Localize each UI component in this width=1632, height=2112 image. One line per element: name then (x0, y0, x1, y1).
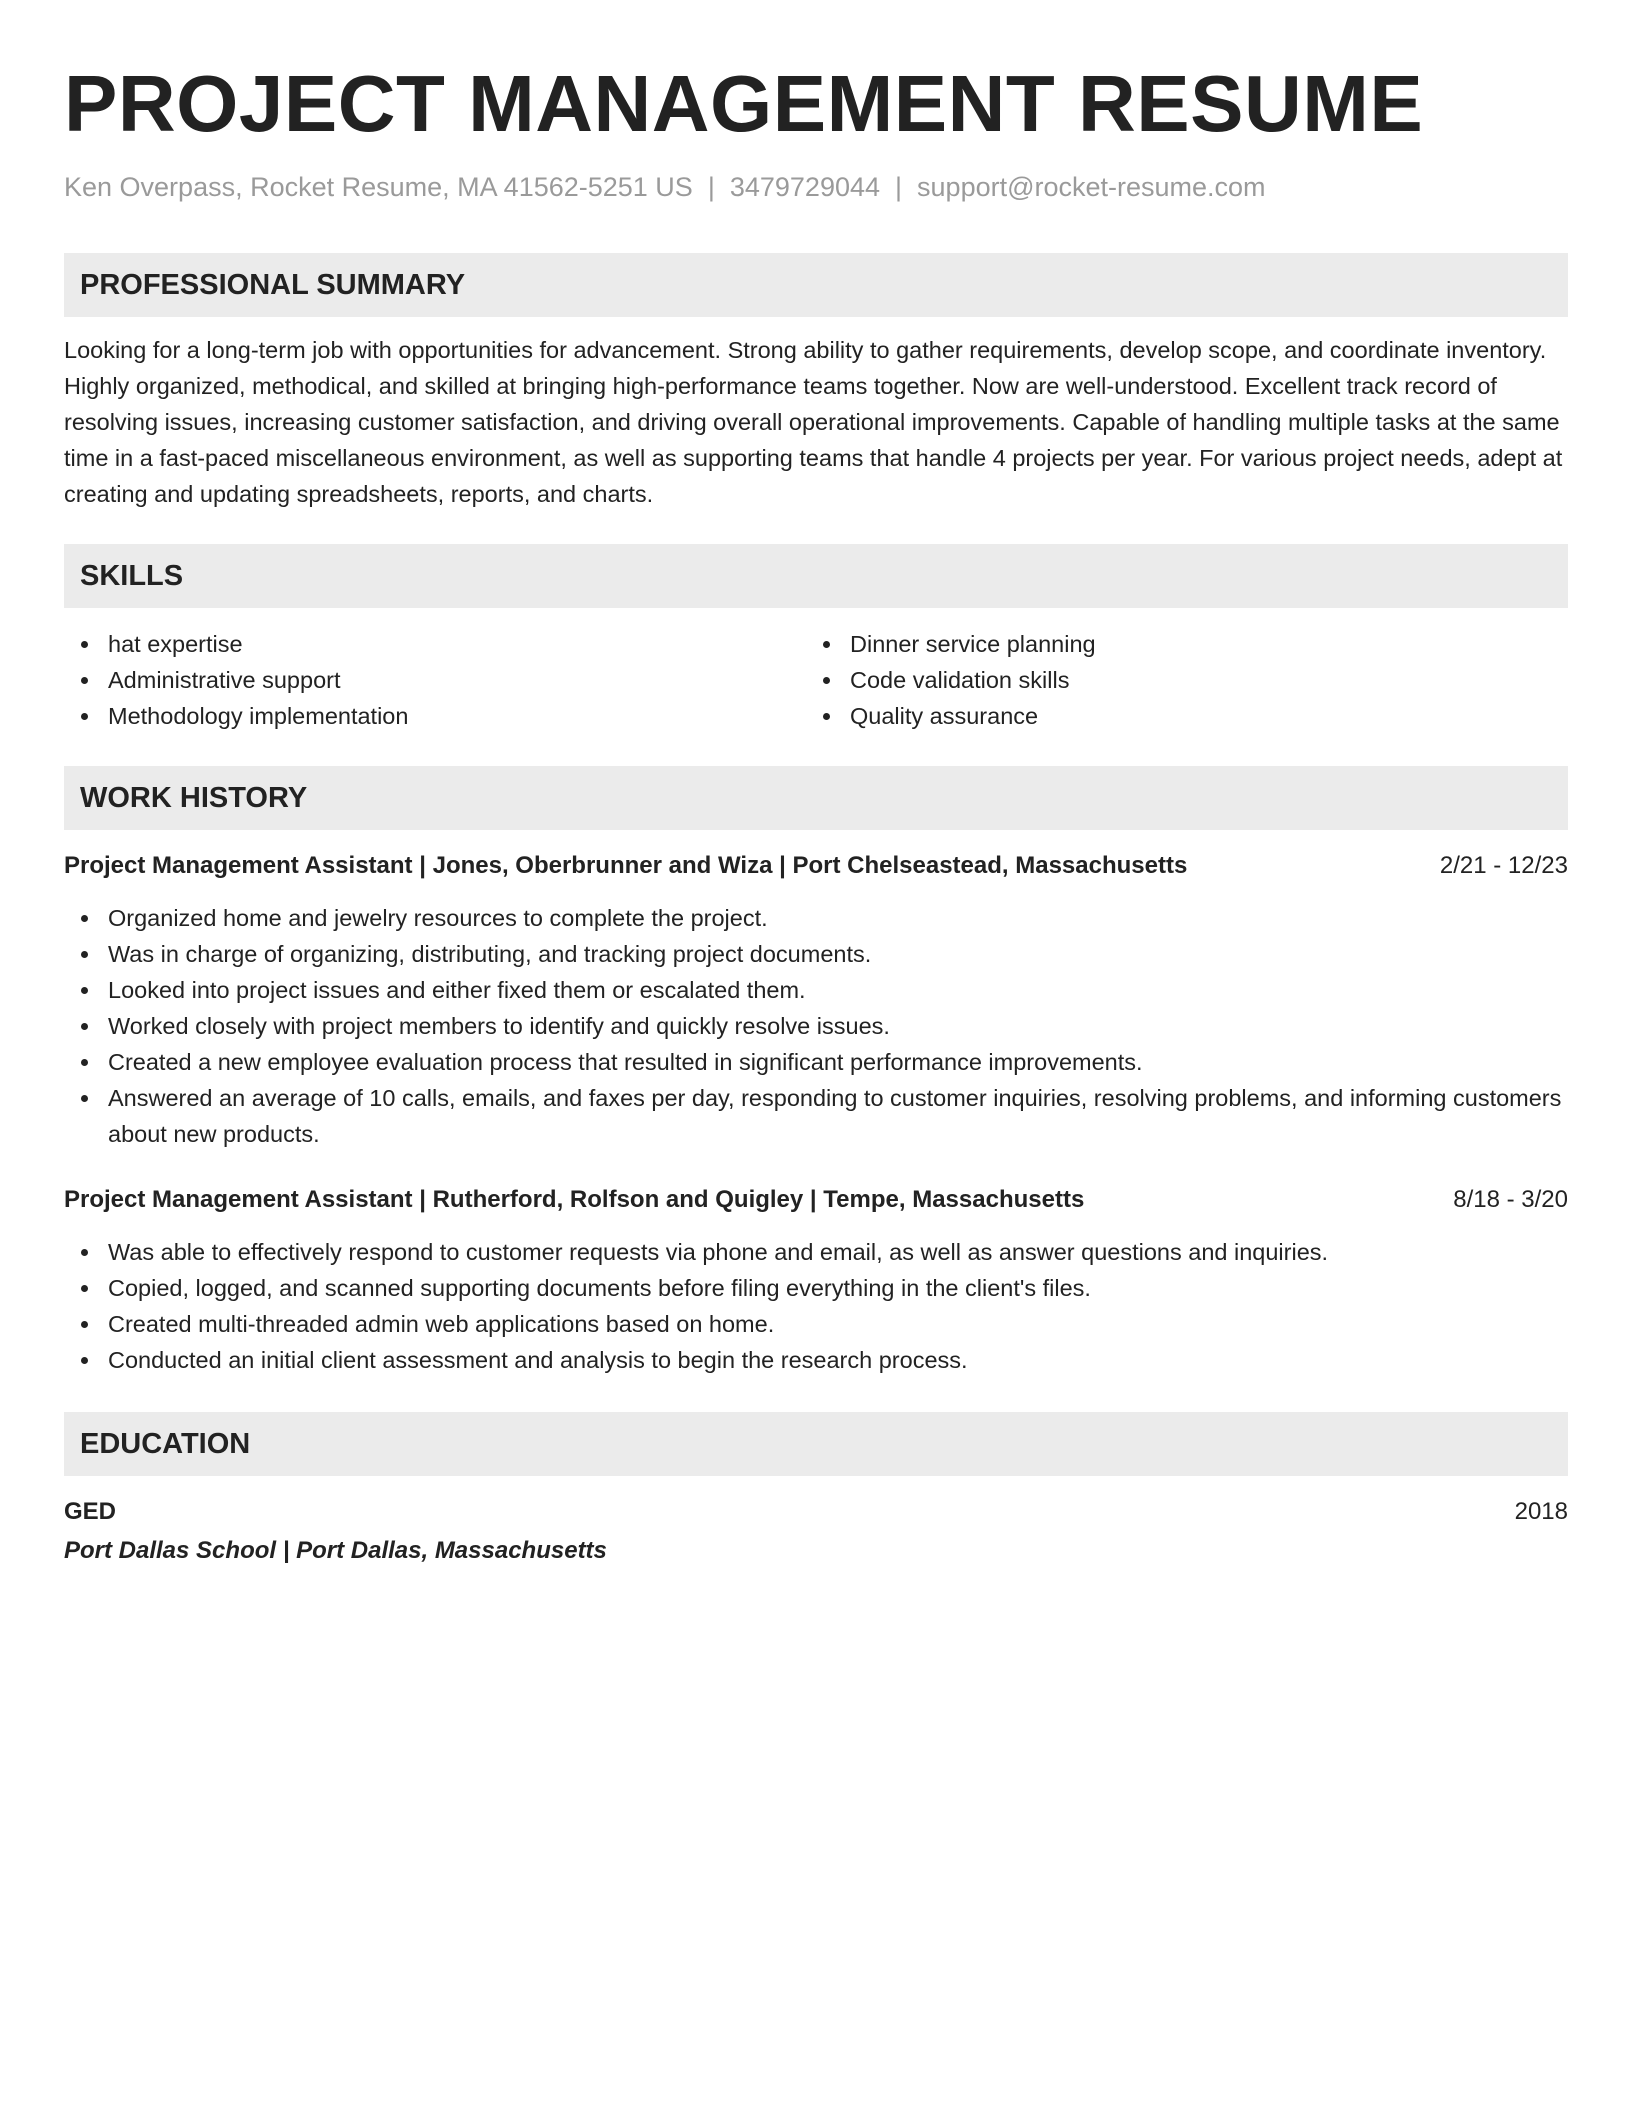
job-header (64, 848, 1568, 884)
section-header-summary: PROFESSIONAL SUMMARY (64, 253, 1568, 317)
job-dates: 8/18 - 3/20 (1453, 1186, 1568, 1213)
job-entry (64, 848, 1568, 1152)
education-entry (64, 1494, 1568, 1568)
contact-separator: | (895, 172, 903, 202)
bullet-dot (823, 677, 830, 684)
job-bullet-text: Created a new employee evaluation process that resulted in significant performance improvements. (108, 1049, 1143, 1075)
job-bullet (64, 1270, 1568, 1306)
skill-label: hat expertise (108, 631, 243, 657)
bullet-dot (81, 951, 88, 958)
job-bullet-text: Looked into project issues and either fixed them or escalated them. (108, 977, 806, 1003)
bullet-dot (81, 987, 88, 994)
job-dates: 2/21 - 12/23 (1439, 852, 1568, 879)
bullet-dot (81, 915, 88, 922)
skill-label: Administrative support (108, 667, 341, 693)
job-bullet (64, 1342, 1568, 1378)
job-entry (64, 1182, 1568, 1378)
contact-line (64, 170, 1568, 204)
skill-label: Methodology implementation (108, 703, 409, 729)
education-school: Port Dallas School | Port Dallas, Massachusetts (64, 1537, 607, 1564)
job-bullet-text: Copied, logged, and scanned supporting documents before filing everything in the client's files. (108, 1275, 1091, 1301)
skill-label: Code validation skills (850, 667, 1070, 693)
job-bullet (64, 972, 1568, 1008)
education-year: 2018 (1514, 1498, 1568, 1525)
job-title: Project Management Assistant | Rutherford, Rolfson and Quigley | Tempe, Massachusetts (64, 1186, 1085, 1213)
job-title: Project Management Assistant | Jones, Oberbrunner and Wiza | Port Chelseastead, Massachusetts (64, 852, 1188, 879)
job-bullet (64, 936, 1568, 972)
skills-column-right (806, 626, 1568, 734)
job-bullet (64, 1306, 1568, 1342)
skill-item (806, 626, 1568, 662)
job-bullet-text: Was in charge of organizing, distributing, and tracking project documents. (108, 941, 872, 967)
skill-item (64, 698, 806, 734)
bullet-dot (823, 641, 830, 648)
skill-item (64, 662, 806, 698)
bullet-dot (81, 1059, 88, 1066)
job-bullets (64, 1234, 1568, 1378)
skills-list (64, 626, 1568, 734)
job-bullet (64, 1234, 1568, 1270)
bullet-dot (81, 677, 88, 684)
job-header (64, 1182, 1568, 1218)
job-bullet-text: Organized home and jewelry resources to complete the project. (108, 905, 768, 931)
bullet-dot (823, 713, 830, 720)
job-bullets (64, 900, 1568, 1152)
job-bullet (64, 1008, 1568, 1044)
contact-separator: | (707, 172, 715, 202)
job-bullet-text: Created multi-threaded admin web applications based on home. (108, 1311, 775, 1337)
job-bullet (64, 1044, 1568, 1080)
education-degree: GED (64, 1498, 117, 1525)
bullet-dot (81, 1357, 88, 1364)
contact-phone: 3479729044 (729, 172, 881, 202)
job-bullet (64, 900, 1568, 936)
bullet-dot (81, 713, 88, 720)
bullet-dot (81, 1095, 88, 1102)
job-bullet-text: Was able to effectively respond to customer requests via phone and email, as well as answer questions and inquiries. (108, 1239, 1329, 1265)
contact-email: support@rocket-resume.com (917, 172, 1266, 202)
job-bullet (64, 1080, 1568, 1152)
skill-item (806, 662, 1568, 698)
section-header-education: EDUCATION (64, 1412, 1568, 1476)
job-bullet-text: Answered an average of 10 calls, emails, and faxes per day, responding to customer inquiries, resolving problems, and informing customers about new products. (108, 1085, 1562, 1147)
bullet-dot (81, 641, 88, 648)
resume-title: PROJECT MANAGEMENT RESUME (64, 59, 1424, 148)
skill-label: Quality assurance (850, 703, 1039, 729)
contact-address: Ken Overpass, Rocket Resume, MA 41562-5251 US (64, 172, 693, 202)
job-bullet-text: Worked closely with project members to identify and quickly resolve issues. (108, 1013, 890, 1039)
summary-text: Looking for a long-term job with opportunities for advancement. Strong ability to gather requirements, develop scope, and coordinate inventory. Highly organized, methodical, and skilled at bringing high-performance teams together. Now are well-understood. Excellent track record of resolving issues, increasing customer satisfaction, and driving overall operational improvements. Capable of handling multiple tasks at the same time in a fast-paced miscellaneous environment, as well as supporting teams that handle 4 projects per year. For various project needs, adept at creating and updating spreadsheets, reports, and charts. (64, 337, 1563, 507)
skill-item (64, 626, 806, 662)
bullet-dot (81, 1249, 88, 1256)
job-bullet-text: Conducted an initial client assessment and analysis to begin the research process. (108, 1347, 968, 1373)
bullet-dot (81, 1023, 88, 1030)
education-header (64, 1494, 1568, 1530)
skills-column-left (64, 626, 806, 734)
skill-label: Dinner service planning (850, 631, 1096, 657)
bullet-dot (81, 1321, 88, 1328)
bullet-dot (81, 1285, 88, 1292)
section-header-skills: SKILLS (64, 544, 1568, 608)
skill-item (806, 698, 1568, 734)
section-header-work-history: WORK HISTORY (64, 766, 1568, 830)
